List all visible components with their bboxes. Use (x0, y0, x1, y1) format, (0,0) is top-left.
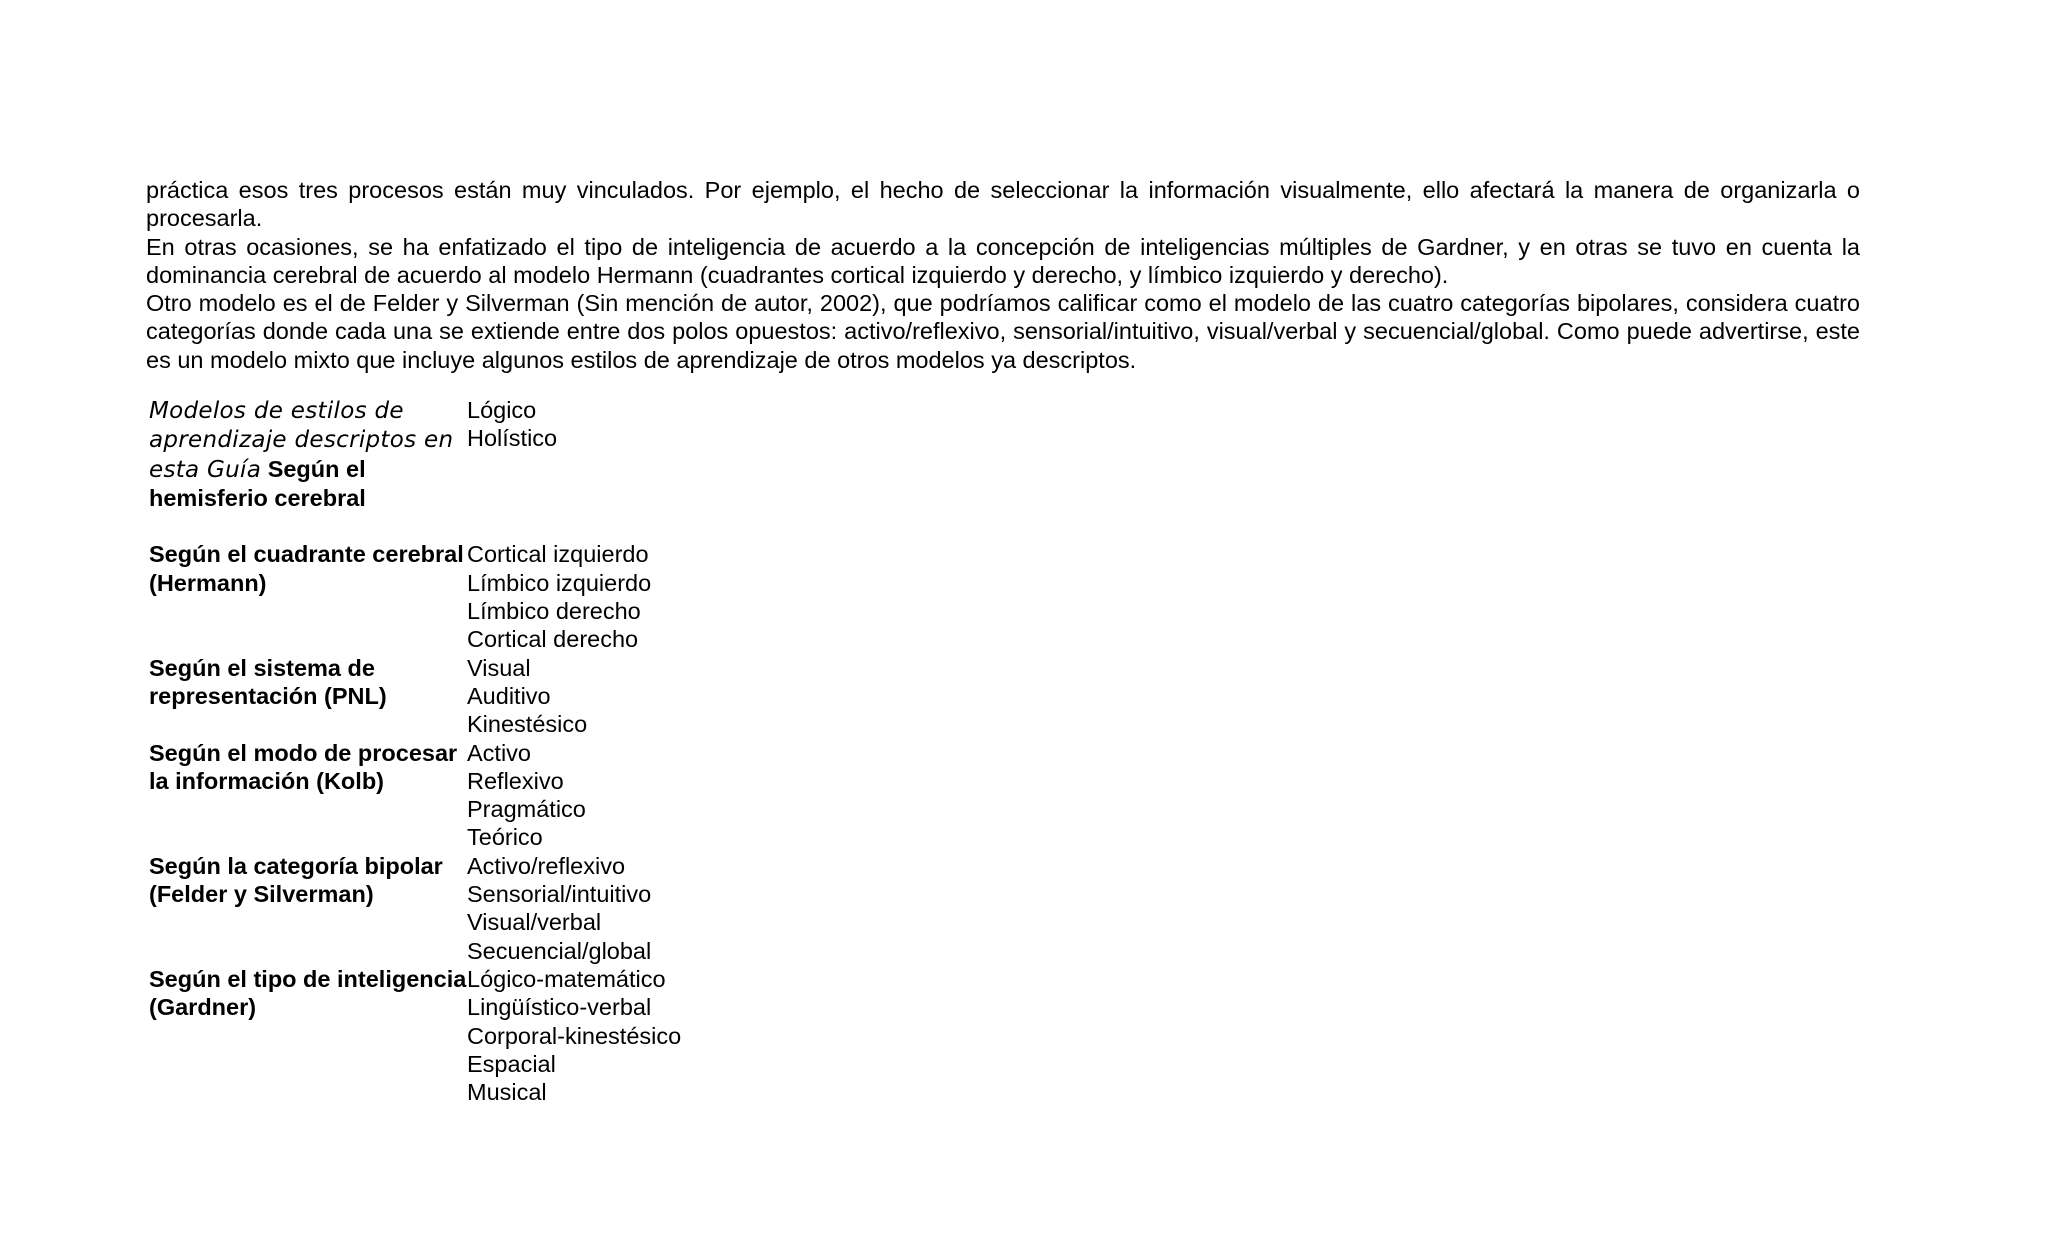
table-row (146, 654, 846, 739)
list-item: Auditivo (467, 682, 551, 709)
row-heading-text: Según el hemisferio cerebral (149, 455, 366, 511)
list-item: Límbico derecho (467, 598, 641, 625)
row-items (467, 852, 651, 965)
row-items (467, 396, 557, 453)
list-item: Cortical izquierdo (467, 541, 649, 568)
list-item: Lingüístico-verbal (467, 994, 652, 1021)
row-items (467, 540, 651, 653)
row-heading: Según el cuadrante cerebral (Hermann) (149, 541, 464, 596)
paragraph-3: Otro modelo es el de Felder y Silverman (Sin mención de autor, 2002), que podríamos calificar como el modelo de las cuatro categorías bipolares, considera cuatro categorías donde cada una se extiende entre dos polos opuestos: activo/reflexivo, sensorial/intuitivo, visual/verbal y secuencial/global. Como puede advertirse, este es un modelo mixto que incluye algunos estilos de aprendizaje de otros modelos ya descriptos. (146, 290, 1860, 373)
row-heading (146, 396, 467, 512)
list-item: Lógico-matemático (467, 965, 666, 992)
list-item: Espacial (467, 1050, 556, 1077)
list-item: Activo (467, 739, 531, 766)
table-intro: Modelos de estilos de aprendizaje descriptos en esta Guía (149, 398, 454, 483)
list-item: Corporal-kinestésico (467, 1022, 682, 1049)
list-item: Cortical derecho (467, 626, 639, 653)
row-items (467, 965, 681, 1106)
list-item: Teórico (467, 824, 543, 851)
table-row (146, 396, 846, 512)
list-item: Secuencial/global (467, 937, 652, 964)
list-item: Activo/reflexivo (467, 852, 626, 879)
learning-styles-table (146, 396, 846, 1106)
list-item: Kinestésico (467, 711, 588, 738)
list-item: Reflexivo (467, 767, 564, 794)
row-heading: Según la categoría bipolar (Felder y Silverman) (149, 852, 443, 908)
table-row (146, 852, 846, 965)
list-item: Límbico izquierdo (467, 569, 652, 596)
table-row (146, 965, 846, 1106)
list-item: Holístico (467, 425, 558, 452)
document-body (146, 176, 1860, 374)
list-item: Lógico (467, 397, 537, 423)
paragraph-2: En otras ocasiones, se ha enfatizado el tipo de inteligencia de acuerdo a la concepción de inteligencias múltiples de Gardner, y en otras se tuvo en cuenta la dominancia cerebral de acuerdo al modelo Hermann (cuadrantes cortical izquierdo y derecho, y límbico izquierdo y derecho). (146, 233, 1860, 288)
row-items (467, 654, 587, 739)
list-item: Musical (467, 1079, 547, 1106)
row-heading: Según el modo de procesar la información (Kolb) (149, 739, 458, 794)
table-row (146, 540, 846, 653)
paragraph-1: práctica esos tres procesos están muy vinculados. Por ejemplo, el hecho de seleccionar la información visualmente, ello afectará la manera de organizarla o procesarla. (146, 177, 1860, 232)
list-item: Sensorial/intuitivo (467, 881, 652, 908)
list-item: Pragmático (467, 796, 586, 823)
list-item: Visual (467, 654, 531, 681)
row-heading: Según el tipo de inteligencia (Gardner) (149, 965, 467, 1021)
row-heading: Según el sistema de representación (PNL) (149, 654, 387, 709)
list-item: Visual/verbal (467, 909, 602, 936)
table-row (146, 739, 846, 852)
row-items (467, 739, 586, 852)
